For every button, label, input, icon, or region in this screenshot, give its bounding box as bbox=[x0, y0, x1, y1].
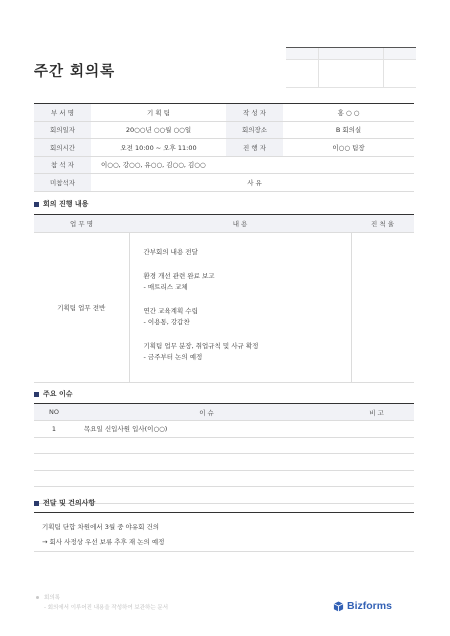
task-header: 업 무 명 bbox=[34, 215, 129, 233]
date-label: 회의일자 bbox=[34, 121, 91, 139]
place-label: 회의장소 bbox=[226, 121, 283, 139]
page-title: 주간 회의록 bbox=[34, 64, 116, 80]
attendees-value: 이○○, 강○○, 유○○, 김○○, 김○○ bbox=[91, 156, 414, 174]
notes-section-heading: 전달 및 건의사항 bbox=[34, 498, 95, 508]
time-label: 회의시간 bbox=[34, 139, 91, 157]
task-name: 기획팀 업무 전반 bbox=[34, 233, 129, 383]
brand-logo bbox=[333, 600, 392, 612]
content-line: 환경 개선 관련 완료 보고 bbox=[143, 271, 215, 280]
issues-section-heading: 주요 이슈 bbox=[34, 389, 73, 399]
host-label: 진 행 자 bbox=[226, 139, 283, 157]
dept-label: 부 서 명 bbox=[34, 104, 91, 122]
remark-header: 비 고 bbox=[339, 404, 414, 421]
notes-line: → 회사 사정상 우선 보류 추후 재 논의 예정 bbox=[42, 538, 165, 546]
issue-no: 1 bbox=[34, 421, 74, 438]
reason-value bbox=[283, 174, 414, 192]
bullet-dot-icon bbox=[36, 596, 39, 599]
content-line: 연간 교육계획 수립 bbox=[143, 306, 198, 315]
approval-box bbox=[286, 47, 416, 88]
footer-note: 회의록 - 회의에서 이루어진 내용을 작성하여 보관하는 문서 bbox=[36, 594, 168, 614]
table-row bbox=[34, 454, 414, 471]
content-line: - 이용통, 강갑찬 bbox=[143, 318, 190, 327]
issue-remark bbox=[339, 421, 414, 438]
issue-header: 이 슈 bbox=[74, 404, 339, 421]
bizforms-logo-icon bbox=[333, 601, 344, 612]
table-row bbox=[34, 437, 414, 454]
table-row bbox=[34, 470, 414, 487]
content-line: - 매트리스 교체 bbox=[143, 283, 188, 292]
progress-section-heading: 회의 진행 내용 bbox=[34, 199, 88, 209]
square-bullet-icon bbox=[34, 202, 39, 207]
writer-value: 홍 ○ ○ bbox=[283, 104, 414, 122]
content-cell bbox=[129, 233, 351, 383]
host-value: 이○○ 팀장 bbox=[283, 139, 414, 157]
writer-label: 작 성 자 bbox=[226, 104, 283, 122]
date-value: 20○○년 ○○월 ○○일 bbox=[91, 121, 226, 139]
content-line: - 금주부터 논의 예정 bbox=[143, 353, 203, 362]
status-header: 진 척 율 bbox=[351, 215, 414, 233]
notes-box bbox=[34, 512, 414, 552]
content-line: 기획팀 업무 분장, 취업규칙 및 사규 확정 bbox=[143, 341, 259, 350]
content-header: 내 용 bbox=[129, 215, 351, 233]
notes-line: 기획팀 단합 차원에서 3월 중 야유회 건의 bbox=[42, 523, 159, 531]
no-header: NO bbox=[34, 404, 74, 421]
issues-table bbox=[34, 403, 414, 504]
meeting-info-table bbox=[34, 103, 414, 192]
brand-name: Bizforms bbox=[347, 600, 392, 612]
place-value: B 회의실 bbox=[283, 121, 414, 139]
absent-value bbox=[91, 174, 226, 192]
square-bullet-icon bbox=[34, 392, 39, 397]
reason-label: 사 유 bbox=[226, 174, 283, 192]
attendees-label: 참 석 자 bbox=[34, 156, 91, 174]
table-row bbox=[34, 421, 414, 438]
content-line: 간부회의 내용 전달 bbox=[143, 248, 198, 257]
status-cell bbox=[351, 233, 414, 383]
absent-label: 미참석자 bbox=[34, 174, 91, 192]
issue-text: 목요일 신입사원 입사(이○○) bbox=[74, 421, 339, 438]
dept-value: 기 획 팀 bbox=[91, 104, 226, 122]
square-bullet-icon bbox=[34, 501, 39, 506]
time-value: 오전 10:00 ~ 오후 11:00 bbox=[91, 139, 226, 157]
progress-table bbox=[34, 214, 414, 383]
